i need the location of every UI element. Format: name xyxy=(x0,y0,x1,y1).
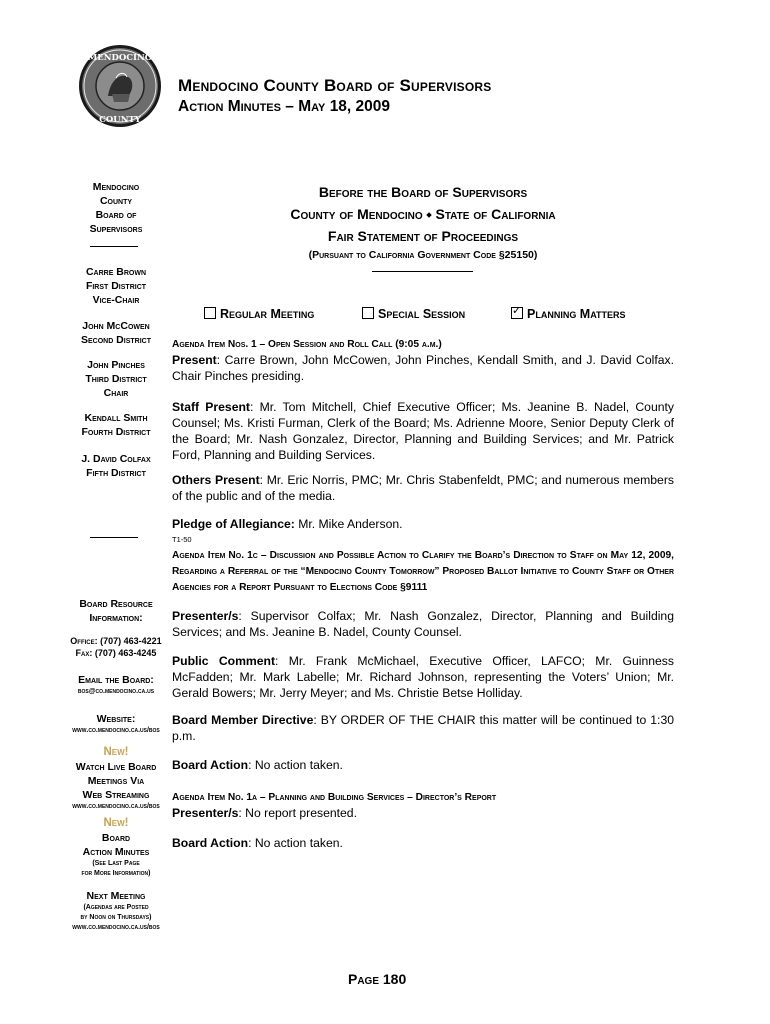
option-label: Planning Matters xyxy=(527,307,626,321)
sidebar-member xyxy=(60,452,172,480)
sidebar-member xyxy=(60,319,172,347)
staff-label: Staff Present xyxy=(172,400,250,414)
others-text: : Mr. Eric Norris, PMC; Mr. Chris Stabenfeldt, PMC; and numerous members of the public and of the media. xyxy=(172,473,674,503)
board-action-2-paragraph xyxy=(172,835,674,851)
staff-present-paragraph xyxy=(172,399,674,463)
option-label: Special Session xyxy=(378,307,466,321)
presenter-paragraph xyxy=(172,608,674,640)
sidebar-member xyxy=(60,265,172,307)
member-name: J. David Colfax xyxy=(81,453,151,465)
office-phone: Office: (707) 463-4221 xyxy=(70,636,162,646)
member-name: Kendall Smith xyxy=(84,412,148,424)
present-paragraph xyxy=(172,352,674,384)
directive-label: Board Member Directive xyxy=(172,713,314,727)
next-meeting-link[interactable]: www.co.mendocino.ca.us/bos xyxy=(72,924,160,931)
member-role: Chair xyxy=(103,387,129,399)
member-role: Vice-Chair xyxy=(92,294,140,306)
others-label: Others Present xyxy=(172,473,260,487)
member-district: Third District xyxy=(85,373,147,385)
streaming-label: Meetings Via xyxy=(87,775,145,787)
sidebar-contact xyxy=(60,635,172,659)
next-meeting-label: Next Meeting xyxy=(86,890,146,902)
sidebar-org-line: County xyxy=(99,195,133,207)
planning-matters-option[interactable] xyxy=(511,307,626,321)
agenda-item-1-title: Agenda Item Nos. 1 – Open Session and Roll Call (9:05 a.m.) xyxy=(172,339,442,350)
streaming-label: Watch Live Board xyxy=(75,761,157,773)
member-name: Carre Brown xyxy=(85,266,147,278)
sidebar-next-meeting xyxy=(60,889,172,933)
sidebar-member xyxy=(60,358,172,400)
option-label: Regular Meeting xyxy=(220,307,315,321)
tape-reference: T1-50 xyxy=(172,535,192,544)
regular-meeting-option[interactable] xyxy=(204,307,314,321)
email-label: Email the Board: xyxy=(78,674,154,686)
page-title: Mendocino County Board of Supervisors xyxy=(178,76,492,95)
heading-citation: (Pursuant to California Government Code §25150) xyxy=(308,249,538,261)
agenda-note: (Agendas are Posted xyxy=(83,904,149,911)
sidebar-org-line: Supervisors xyxy=(89,223,143,235)
public-comment-paragraph xyxy=(172,653,674,701)
action-minutes-label: Board xyxy=(101,832,131,844)
pledge-text: Mr. Mike Anderson. xyxy=(294,517,403,531)
checked-checkbox-icon[interactable] xyxy=(511,307,523,319)
others-present-paragraph xyxy=(172,472,674,504)
member-name: John McCowen xyxy=(82,320,150,332)
present-label: Present xyxy=(172,353,217,367)
agenda-note: by Noon on Thursdays) xyxy=(80,914,152,921)
staff-text: : Mr. Tom Mitchell, Chief Executive Officer; Ms. Jeanine B. Nadel, County Counsel; Ms. Kristi Furman, Clerk of the Board; Ms. Adrienne Moore, Senior Deputy Clerk of the Board; Mr. Nash Gonzalez, Director, Planning and Building Services; and Mr. Patrick Ford, Planning and Building Services. xyxy=(172,400,674,462)
pledge-paragraph xyxy=(172,516,674,532)
sidebar-email xyxy=(60,673,172,697)
streaming-label: Web Streaming xyxy=(82,789,150,801)
streaming-link[interactable]: www.co.mendocino.ca.us/bos xyxy=(72,803,160,810)
website-link[interactable]: www.co.mendocino.ca.us/bos xyxy=(72,727,160,734)
sidebar-website xyxy=(60,712,172,736)
resource-label: Information: xyxy=(89,612,143,624)
sidebar-divider xyxy=(90,537,138,538)
member-district: Fifth District xyxy=(86,467,146,479)
heading-divider xyxy=(372,271,473,272)
heading-line: County of Mendocino ⬩ State of California xyxy=(290,206,556,222)
sidebar-streaming xyxy=(60,745,172,812)
member-district: Second District xyxy=(80,334,151,346)
new-badge: New! xyxy=(103,817,129,829)
sidebar-org-line: Board of xyxy=(95,209,137,221)
sidebar-org-line: Mendocino xyxy=(92,181,140,193)
see-last-page-note: for More Information) xyxy=(81,870,151,877)
checkbox-icon[interactable] xyxy=(204,307,216,319)
sidebar-divider xyxy=(90,246,138,247)
sidebar-resource xyxy=(60,597,172,625)
fax-number: Fax: (707) 463-4245 xyxy=(75,648,157,658)
comment-text: : Mr. Frank McMichael, Executive Officer, LAFCO; Mr. Guinness McFadden; Mr. Mark Labelle; Mr. Richard Johnson, representing the Voters’ Union; Mr. Gerald Bowers; Mr. Jerry Meyer; and Ms. Christie Betse Holliday. xyxy=(172,654,674,700)
member-district: First District xyxy=(85,280,147,292)
action-minutes-label: Action Minutes xyxy=(82,846,150,858)
checkbox-icon[interactable] xyxy=(362,307,374,319)
comment-label: Public Comment xyxy=(172,654,276,668)
board-action-text: : No action taken. xyxy=(248,836,343,850)
county-seal-logo xyxy=(78,44,162,128)
directive-paragraph xyxy=(172,712,674,744)
website-label: Website: xyxy=(96,713,136,725)
new-badge: New! xyxy=(103,746,129,758)
presenter-label: Presenter/s xyxy=(172,609,239,623)
agenda-item-1c-title: Agenda Item No. 1c – Discussion and Possible Action to Clarify the Board’s Direction to Staff on May 12, 2009, Regarding a Referral of the “Mendocino County Tomorrow” Proposed Ballot Initiative to County Staff or Other Agencies for a Report Pursuant to Elections Code §9111 xyxy=(172,550,674,593)
board-action-label: Board Action xyxy=(172,758,249,772)
directive-text: : BY ORDER OF THE CHAIR this matter will be continued to 1:30 p.m. xyxy=(172,713,674,743)
seal-text-bottom: COUNTY xyxy=(99,115,141,125)
pledge-label: Pledge of Allegiance: xyxy=(172,517,295,531)
page-number: Page 180 xyxy=(348,971,407,987)
seal-text-top: MENDOCINO xyxy=(87,53,153,63)
proceedings-heading xyxy=(172,181,674,263)
email-link[interactable]: bos@co.mendocino.ca.us xyxy=(77,688,155,695)
see-last-page-note: (See Last Page xyxy=(92,860,140,867)
page-subtitle: Action Minutes – May 18, 2009 xyxy=(178,98,391,115)
presenter-text: : Supervisor Colfax; Mr. Nash Gonzalez, Director, Planning and Building Services; and Ms. Jeanine B. Nadel, County Counsel. xyxy=(172,609,674,639)
heading-line: Fair Statement of Proceedings xyxy=(327,228,519,244)
board-action-label: Board Action xyxy=(172,836,249,850)
presenter-label: Presenter/s xyxy=(172,806,239,820)
presenter-2-paragraph xyxy=(172,805,674,821)
member-name: John Pinches xyxy=(87,359,145,371)
sidebar-org xyxy=(60,180,172,236)
board-action-text: : No action taken. xyxy=(248,758,343,772)
agenda-item-1a-title: Agenda Item No. 1a – Planning and Building Services – Director’s Report xyxy=(172,792,497,803)
present-text: : Carre Brown, John McCowen, John Pinches, Kendall Smith, and J. David Colfax. Chair Pinches presiding. xyxy=(172,353,674,383)
special-session-option[interactable] xyxy=(362,307,465,321)
sidebar-action-minutes xyxy=(60,816,172,879)
board-action-paragraph xyxy=(172,757,674,773)
member-district: Fourth District xyxy=(81,426,151,438)
heading-line: Before the Board of Supervisors xyxy=(318,184,528,200)
presenter-text: : No report presented. xyxy=(238,806,357,820)
sidebar-member xyxy=(60,411,172,439)
resource-label: Board Resource xyxy=(79,598,153,610)
